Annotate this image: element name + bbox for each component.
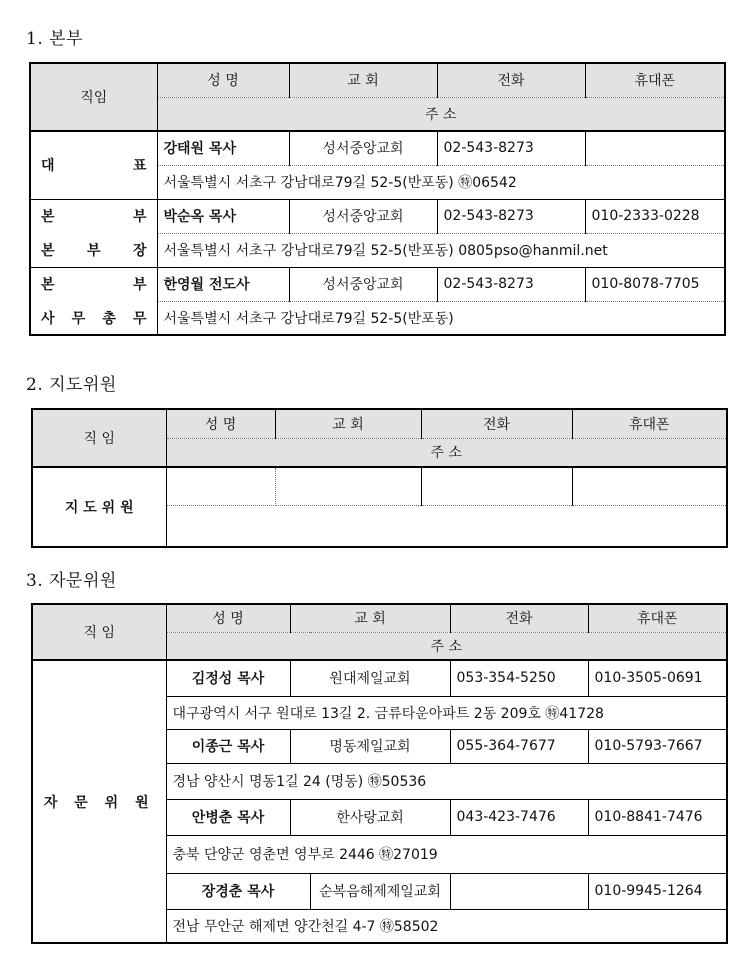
- header-church: 교 회: [290, 604, 450, 632]
- member-phone: 02-543-8273: [437, 199, 585, 233]
- section3-heading: 3. 자문위원: [26, 571, 117, 591]
- role-char: 총: [102, 310, 116, 327]
- header-address: 주 소: [157, 97, 725, 131]
- header-role: 직임: [30, 63, 157, 131]
- member-mobile: [585, 131, 725, 165]
- member-phone: 043-423-7476: [450, 799, 588, 835]
- role-char: 부: [132, 209, 147, 225]
- member-mobile: 010-9945-1264: [588, 873, 727, 909]
- header-phone: 전화: [421, 409, 572, 438]
- member-phone: 055-364-7677: [450, 729, 588, 763]
- advisory-board-table: [31, 408, 728, 548]
- header-phone: 전화: [437, 63, 585, 97]
- member-mobile: 010-8841-7476: [588, 799, 727, 835]
- empty-name-cell: [166, 467, 275, 505]
- role-cell: 지 도 위 원: [32, 467, 166, 547]
- member-mobile: 010-8078-7705: [585, 267, 725, 301]
- role-cell: [30, 131, 157, 199]
- member-mobile: 010-3505-0691: [588, 660, 727, 696]
- member-address: 서울특별시 서초구 강남대로79길 52-5(반포동): [163, 310, 454, 327]
- member-phone: 053-354-5250: [450, 660, 588, 696]
- member-address: 서울특별시 서초구 강남대로79길 52-5(반포동) 0805pso@hanmil.net: [157, 233, 725, 267]
- table-row: [32, 467, 727, 505]
- role-char: 부: [132, 276, 147, 293]
- table-row: [30, 267, 725, 301]
- member-phone: 02-543-8273: [437, 131, 585, 165]
- member-name: 한영월 전도사: [157, 267, 289, 301]
- role-char: 본: [41, 243, 55, 259]
- role-char: 사: [41, 310, 55, 327]
- header-role: 직 임: [32, 409, 166, 467]
- role-char: 무: [132, 310, 147, 327]
- member-mobile: 010-2333-0228: [585, 199, 725, 233]
- member-church: 순복음해제제일교회: [310, 873, 450, 909]
- member-name: 박순옥 목사: [157, 199, 289, 233]
- header-name: 성 명: [157, 63, 289, 97]
- member-church: 한사랑교회: [290, 799, 450, 835]
- role-char: 본: [41, 209, 55, 225]
- member-address: 서울특별시 서초구 강남대로79길 52-5(반포동) ㊕06542: [157, 165, 725, 199]
- header-address: 주 소: [166, 438, 727, 467]
- header-phone: 전화: [450, 604, 588, 632]
- header-mobile: 휴대폰: [585, 63, 725, 97]
- member-church: 성서중앙교회: [289, 131, 437, 165]
- empty-mobile-cell: [572, 467, 727, 505]
- member-address: 대구광역시 서구 원대로 13길 2. 금류타운아파트 2동 209호 ㊕41728: [166, 696, 727, 729]
- empty-phone-cell: [421, 467, 572, 505]
- header-church: 교 회: [289, 63, 437, 97]
- member-mobile: 010-5793-7667: [588, 729, 727, 763]
- member-church: 명동제일교회: [290, 729, 450, 763]
- table-row: [30, 131, 725, 165]
- member-church: 성서중앙교회: [289, 199, 437, 233]
- member-phone: 02-543-8273: [437, 267, 585, 301]
- member-address: 충북 단양군 영춘면 영부로 2446 ㊕27019: [166, 835, 727, 873]
- member-church: 원대제일교회: [290, 660, 450, 696]
- role-cell: 자 문 위 원: [32, 660, 166, 943]
- member-name: 안병춘 목사: [166, 799, 290, 835]
- header-mobile: 휴대폰: [572, 409, 727, 438]
- table-row: [30, 199, 725, 233]
- header-address: 주 소: [166, 632, 727, 660]
- role-char: 무: [71, 310, 86, 327]
- empty-address-cell: [166, 505, 727, 547]
- role-cell: [30, 267, 157, 335]
- member-name: 강태원 목사: [157, 131, 289, 165]
- member-address: 경남 양산시 명동1길 24 (명동) ㊕50536: [166, 763, 727, 799]
- consultant-table: [31, 603, 728, 944]
- section1-heading: 1. 본부: [26, 29, 83, 49]
- header-role: 직 임: [32, 604, 166, 660]
- member-church: 성서중앙교회: [289, 267, 437, 301]
- member-name: 이종근 목사: [166, 729, 290, 763]
- header-church: 교 회: [275, 409, 421, 438]
- header-name: 성 명: [166, 604, 290, 632]
- role-char: 대: [41, 158, 55, 175]
- member-name: 김정성 목사: [166, 660, 290, 696]
- header-name: 성 명: [166, 409, 275, 438]
- table-row: [32, 660, 727, 696]
- role-cell: [30, 199, 157, 267]
- member-name: 장경춘 목사: [166, 873, 310, 909]
- empty-church-cell: [275, 467, 421, 505]
- role-char: 부: [86, 243, 101, 259]
- role-char: 표: [132, 158, 147, 175]
- role-char: 장: [132, 243, 147, 259]
- section2-heading: 2. 지도위원: [26, 375, 117, 395]
- headquarters-table: [29, 62, 726, 336]
- header-mobile: 휴대폰: [588, 604, 727, 632]
- role-char: 본: [41, 276, 55, 293]
- member-address: 전남 무안군 해제면 양간천길 4-7 ㊕58502: [172, 918, 439, 935]
- member-phone: [450, 873, 588, 909]
